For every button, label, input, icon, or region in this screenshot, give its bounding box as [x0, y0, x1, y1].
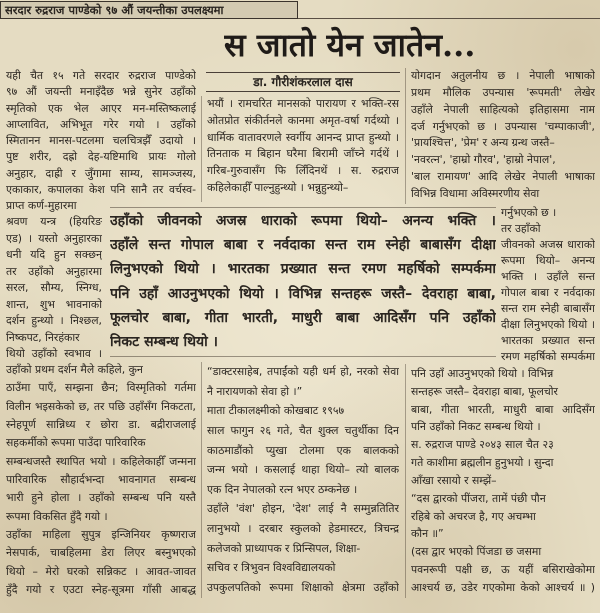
right-column-line: तर उहाँको [501, 222, 541, 235]
right-column-line: उहाँले नेपाली साहित्यको इतिहासमा नाम [411, 102, 595, 116]
right-column-line: पनि उहाँ आउनुभएको थियो । विभिन्न [411, 367, 554, 380]
pull-quote-line: उहाँले सन्त गोपाल बाबा र नर्वदाका सन्त राम स्नेही बाबासँग दीक्षा [110, 237, 496, 254]
left-column-line: हुँदै गयो र एउटा स्नेह-सूत्रमा गाँसी आबद्ध [6, 582, 196, 596]
middle-column-top [207, 96, 399, 196]
right-column-line: योगदान अतुलनीय छ । नेपाली भाषाको [411, 69, 595, 82]
article-title: स जातो येन जातेन... [224, 26, 476, 64]
pull-quote [110, 207, 496, 357]
right-column-line: प्रथम मौलिक उपन्यास 'रूपमती' लेखेर [411, 85, 595, 99]
left-column-line: भारी हुने होला । उहाँको सम्बन्ध पनि यस्तै [6, 491, 196, 505]
column-rule [201, 362, 202, 598]
right-column-line: 'नवरत्न', 'हाम्रो गौरव', 'हाम्रो नेपाल', [411, 153, 556, 167]
left-column-line: शान्त, शुभ भावनाको [6, 297, 102, 311]
pull-quote-line: लिनुभएको थियो । भारतका प्रख्यात सन्त रमण महर्षिको सम्पर्कमा [110, 261, 496, 278]
right-column-line: 'बाल रामायण' आदि लेखेर नेपाली भाषाका [411, 170, 595, 184]
middle-column-bottom [207, 364, 399, 596]
pull-quote-line: पनि उहाँ आउनुभएको थियो । विभिन्न सन्तहरू जस्तै– देवराहा बाबा, [110, 285, 496, 302]
middle-column-line: लानुभयो । दरबार स्कुलको हेडमास्टर, त्रिचन्द्र [207, 522, 399, 535]
right-column-line: गते काशीमा ब्रह्मलीन हुनुभयो । सुन्दा [411, 456, 554, 470]
pull-quote-line: उहाँको जीवनको अजस्र धाराको रूपमा थियो– अनन्य भक्ति । [110, 213, 496, 229]
right-column-line: आश्चर्य छ, उडेर गएकोमा केको आश्चर्य ॥ ) [411, 580, 595, 594]
middle-column-line: कहिलेकाहीँ पाल्नुहुन्थ्यो । भन्नुहुन्थ्यो– [207, 180, 349, 194]
left-column-line: एकाकार, कपालका केश पनि सानै तर वर्चस्व- [6, 182, 196, 196]
author-byline: डा. गौरीशंकरलाल दास [206, 72, 400, 92]
right-column-line: रहिबे को अचरज है, गए अचम्भा [411, 509, 536, 523]
right-column-line: सन्त राम स्नेही बाबासँग [501, 302, 595, 315]
event-kicker: सरदार रुद्रराज पाण्डेको ९७ औं जयन्तीका उपलक्ष्यमा [0, 1, 298, 19]
middle-column-line: उपकुलपतिको रूपमा शिक्षाको क्षेत्रमा उहाँको [207, 580, 399, 594]
right-column-line: 'प्रायश्चित्त', 'प्रेम' र अन्य ग्रन्थ जस्तै– [411, 136, 555, 150]
left-column-line: यही चैत १५ गते सरदार रुद्रराज पाण्डेको [6, 69, 196, 82]
left-column-line: थियो – मेरो घरको सन्निकट । आवत-जावत [6, 564, 196, 578]
left-column-line: ठाउँमा पाएँ, सम्झना छैन; विस्मृतिको गर्तमा [6, 381, 196, 395]
left-column-line: नेसपार्क, चाबहिलमा डेरा लिएर बस्नुभएको [6, 546, 196, 560]
left-column-line: आप्लावित, अभिभूत गरेर गयो । उहाँको [6, 117, 196, 131]
middle-column-line: जन्म भयो । कसलाई थाहा थियो– त्यो बालक [207, 463, 399, 477]
middle-column-line: धार्मिक वातावरणले स्वर्गीय आनन्द प्राप्त हुन्थ्यो । [207, 130, 399, 144]
middle-column-line: उहाँले 'वंश' होइन, 'देश' लाई नै सम्मुन्नतितिर [207, 502, 399, 516]
right-column-line: गर्नुभएको छ । [501, 206, 557, 219]
right-column-line: गोपाल बाबा र नर्वदाका [501, 286, 595, 299]
right-column-line: स. रुद्रराज पाण्डे २०४३ साल चैत २३ [411, 438, 554, 452]
left-column-line: स्नेहपूर्ण सान्निध्य र छोरा डा. बद्रीराजलाई [6, 417, 196, 431]
middle-column-line: एक दिन नेपालको रत्न भएर ठम्कनेछ । [207, 482, 358, 496]
right-column-bottom [411, 366, 595, 596]
right-column-line: सन्तहरू जस्तै– देवराहा बाबा, फूलचोर [411, 384, 558, 398]
left-column-line: रूपमा विकसित हुँदै गयो । [6, 509, 108, 523]
left-column-line: सम्बन्धजस्तै स्थापित भयो । कहिलेकाहीँ जन्मना [6, 454, 196, 468]
left-column-line: उहाँका माहिला सुपुत्र इन्जिनियर कृष्णराज [6, 527, 196, 541]
right-column-narrow [501, 205, 595, 365]
left-column-line: सरल, सौम्य, स्निग्ध, [6, 281, 102, 295]
right-column-line: कौन ॥” [411, 527, 444, 541]
left-column-line: तर उहाँको अनुहारमा [6, 264, 102, 278]
header-rule [298, 18, 600, 19]
middle-column-line: ओतप्रोत संकीर्तनले कानमा अमृत-वर्षा गर्दथ्यो । [207, 113, 399, 127]
right-column-line: जीवनको अजस्र धाराको [501, 238, 595, 251]
right-column-line: रूपमा थियो– अनन्य [501, 254, 595, 267]
left-column-narrow [6, 198, 102, 362]
pull-quote-line: फूलचोर बाबा, गीता भारती, माधुरी बाबा आदिसँग पनि उहाँको [110, 309, 496, 326]
column-rule [405, 364, 406, 598]
left-column-line: अनुहार, दाह्री र जुँगामा साम्य, सामञ्जस्य, [6, 166, 196, 180]
left-column-line: पारिवारिक सौहार्दभन्दा भावनागत सम्बन्ध [6, 472, 196, 486]
middle-column-line: तिनताक म बिहान घरैमा बिरामी जाँच्ने गर्दथें । [207, 147, 399, 161]
left-column-bottom [6, 362, 196, 598]
left-column-line: प्राप्त कर्ण-मुहारमा [6, 199, 77, 212]
right-column-top [411, 68, 595, 202]
left-column-line: उहाँको प्रथम दर्शन मैले कहिले, कुन [6, 363, 143, 376]
middle-column-line: माता टीकालक्ष्मीको कोखबाट १९५७ [207, 404, 345, 418]
right-column-line: विभिन्न विधामा अविस्मरणीय सेवा [411, 186, 540, 200]
right-column-line: “दस द्वारको पींजरा, तामें पंछी पौन [411, 491, 546, 505]
column-rule [201, 96, 202, 202]
middle-column-line: “डाक्टरसाहेब, तपाईंको यही धर्म हो, नरको सेवा [207, 365, 399, 378]
left-column-line: श्रवण यन्त्र (हियरिङ [6, 215, 102, 229]
right-column-line: रमण महर्षिको सम्पर्कमा [501, 350, 595, 363]
right-column-line: (दस द्वार भएको पिंजडा छ जसमा [411, 545, 542, 559]
left-column-top [6, 68, 196, 198]
left-column-line: दर्शन हुन्थ्यो । निश्छल, [6, 314, 102, 328]
right-column-line: भक्ति । उहाँले सन्त [501, 270, 595, 283]
middle-column-line: सचिव र त्रिभुवन विश्वविद्यालयको [207, 561, 336, 575]
middle-column-line: साल फागुन २६ गते, चैत शुक्ल चतुर्थीका दिन [207, 423, 399, 437]
right-column-line: भारतका प्रख्यात सन्त [501, 334, 595, 347]
left-column-line: सहकर्मीको रूपमा पाउँदा पारिवारिक [6, 436, 146, 450]
right-column-line: पवनरूपी पक्षी छ, ऊ यहीं बसिराखेकोमा [411, 563, 595, 577]
right-column-line: आँखा रसायो र सम्झें– [411, 473, 497, 487]
right-column-line: दर्ज गर्नुभएको छ । उपन्यास 'चम्पाकाजी', [411, 119, 595, 133]
right-column-line: दीक्षा लिनुभएको थियो । [501, 318, 595, 331]
left-column-line: पुष्ट शरीर, दह्रो देह-यष्टिमाथि प्रायः गोलो [6, 150, 196, 164]
left-column-line: ९७ औं जयन्ती मनाइँदैछ भन्ने सुनेर उहाँको [6, 85, 196, 99]
middle-column-line: भयौं । रामचरित मानसको पारायण र भक्ति-रस [207, 97, 399, 110]
right-column-line: पनि उहाँको निकट सम्बन्ध थियो । [411, 420, 541, 434]
column-rule [405, 68, 406, 204]
left-column-line: स्मृतिको एक भेल आएर मन-मस्तिष्कलाई [6, 101, 196, 115]
left-column-line: स्मितानन मानस-पटलमा चलचित्रझैँ उदायो । [6, 134, 196, 148]
left-column-line: थियो उहाँको स्वभाव । [6, 346, 102, 360]
left-column-line: निष्कपट, निरहंकार [6, 330, 80, 344]
middle-column-line: कलेजको प्राध्यापक र प्रिन्सिपल, शिक्षा- [207, 541, 361, 555]
pull-quote-line: निकट सम्बन्ध थियो । [110, 333, 218, 350]
middle-column-line: नै नारायणको सेवा हो ।” [207, 384, 303, 398]
middle-column-line: गरिब-गुरुवासँग फि लिँदिनथें । स. रुद्रराज [207, 164, 399, 178]
middle-column-line: काठमाडौंको प्युखा टोलमा एक बालकको [207, 443, 399, 457]
left-column-line: विलीन भइसकेको छ, तर पछि उहाँसँग निकटता, [6, 399, 196, 413]
right-column-line: बाबा, गीता भारती, माधुरी बाबा आदिसँग [411, 402, 595, 416]
left-column-line: एड) । यस्तो अनुहारका [6, 231, 102, 245]
left-column-line: धनी यदि हुन सक्छन् [6, 248, 102, 262]
